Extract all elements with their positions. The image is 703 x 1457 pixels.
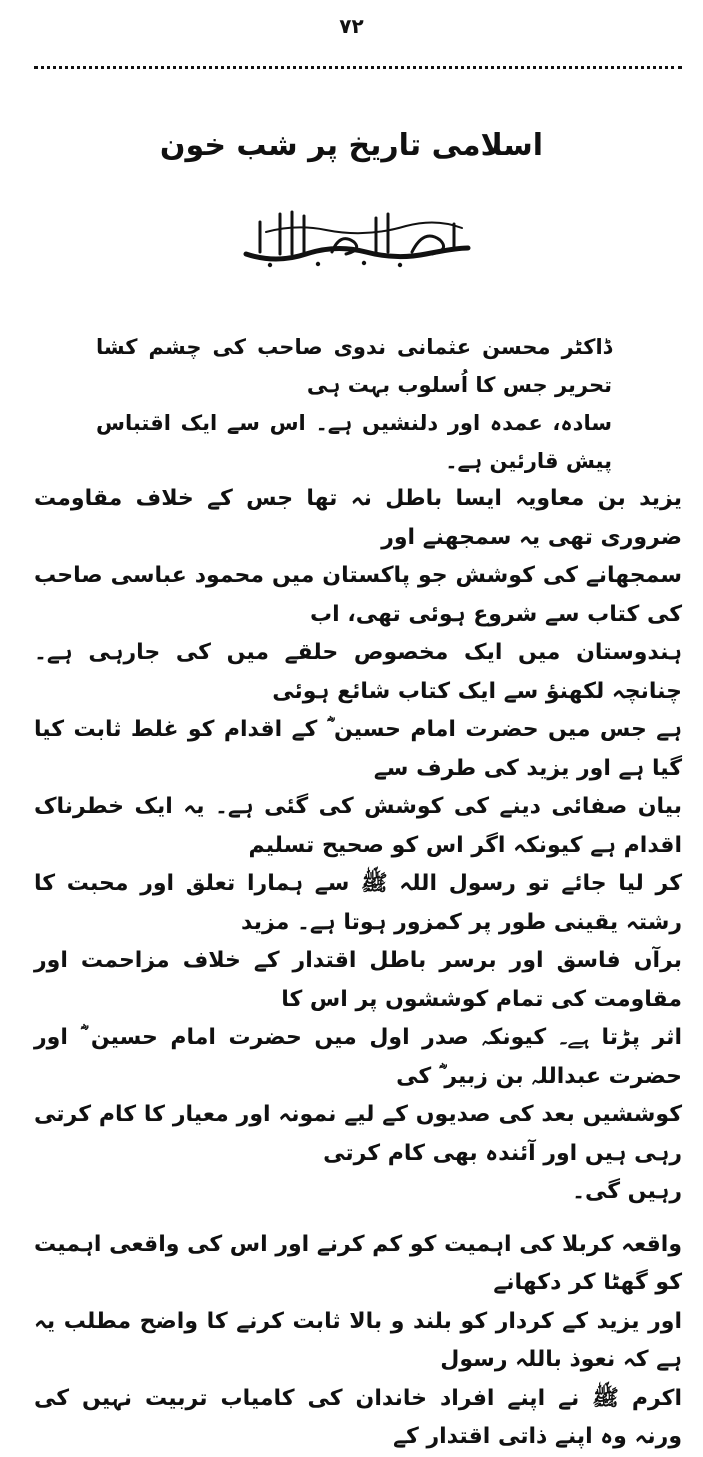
text-line: رہیں گی۔ — [572, 1179, 682, 1204]
text-line: کر لیا جائے تو رسول اللہ ﷺ سے ہمارا تعلق اور محبت کا رشتہ یقینی طور پر کمزور ہوتا ہے۔ مزید — [34, 871, 682, 935]
body-text — [34, 480, 682, 1457]
text-line: برآں فاسق اور برسر باطل اقتدار کے خلاف مزاحمت اور مقاومت کی تمام کوششوں پر اس کا — [34, 948, 682, 1012]
text-line: اکرم ﷺ نے اپنے افراد خاندان کی کامیاب تربیت نہیں کی ورنہ وہ اپنے ذاتی اقتدار کے — [34, 1385, 682, 1449]
text-line: یزید بن معاویہ ایسا باطل نہ تھا جس کے خلاف مقاومت ضروری تھی یہ سمجھنے اور — [34, 486, 682, 550]
text-line: واقعہ کربلا کی اہمیت کو کم کرنے اور اس کی واقعی اہمیت کو گھٹا کر دکھانے — [34, 1231, 682, 1295]
text-line: ہے جس میں حضرت امام حسین ؓ کے اقدام کو غلط ثابت کیا گیا ہے اور یزید کی طرف سے — [34, 717, 682, 781]
text-line: اور یزید کے کردار کو بلند و بالا ثابت کرنے کا واضح مطلب یہ ہے کہ نعوذ باللہ رسول — [34, 1308, 682, 1372]
text-line: ہندوستان میں ایک مخصوص حلقے میں کی جارہی ہے۔ چنانچہ لکھنؤ سے ایک کتاب شائع ہوئی — [34, 640, 682, 704]
intro-line: ڈاکٹر محسن عثمانی ندوی صاحب کی چشم کشا تحریر جس کا اُسلوب بہت ہی — [96, 335, 612, 397]
page-title: اسلامی تاریخ پر شب خون — [159, 128, 544, 163]
dotted-divider — [34, 66, 682, 69]
text-line: اثر پڑتا ہے۔ کیونکہ صدر اول میں حضرت امام حسین ؓ اور حضرت عبداللہ بن زبیر ؓ کی — [34, 1025, 682, 1089]
text-line: بیان صفائی دینے کی کوشش کی گئی ہے۔ یہ ایک خطرناک اقدام ہے کیونکہ اگر اس کو صحیح تسلیم — [34, 794, 682, 858]
text-line: کوششیں بعد کی صدیوں کے لیے نمونہ اور معیار کا کام کرتی رہی ہیں اور آئندہ بھی کام کرتی — [34, 1102, 682, 1166]
intro-paragraph — [96, 328, 612, 480]
text-line: سمجھانے کی کوشش جو پاکستان میں محمود عباسی صاحب کی کتاب سے شروع ہوئی تھی، اب — [34, 563, 682, 627]
page-number: ٧٢ — [339, 14, 364, 38]
intro-line: سادہ، عمدہ اور دلنشیں ہے۔ اس سے ایک اقتباس پیش قارئین ہے۔ — [96, 411, 612, 473]
bismillah-calligraphy — [236, 202, 476, 272]
